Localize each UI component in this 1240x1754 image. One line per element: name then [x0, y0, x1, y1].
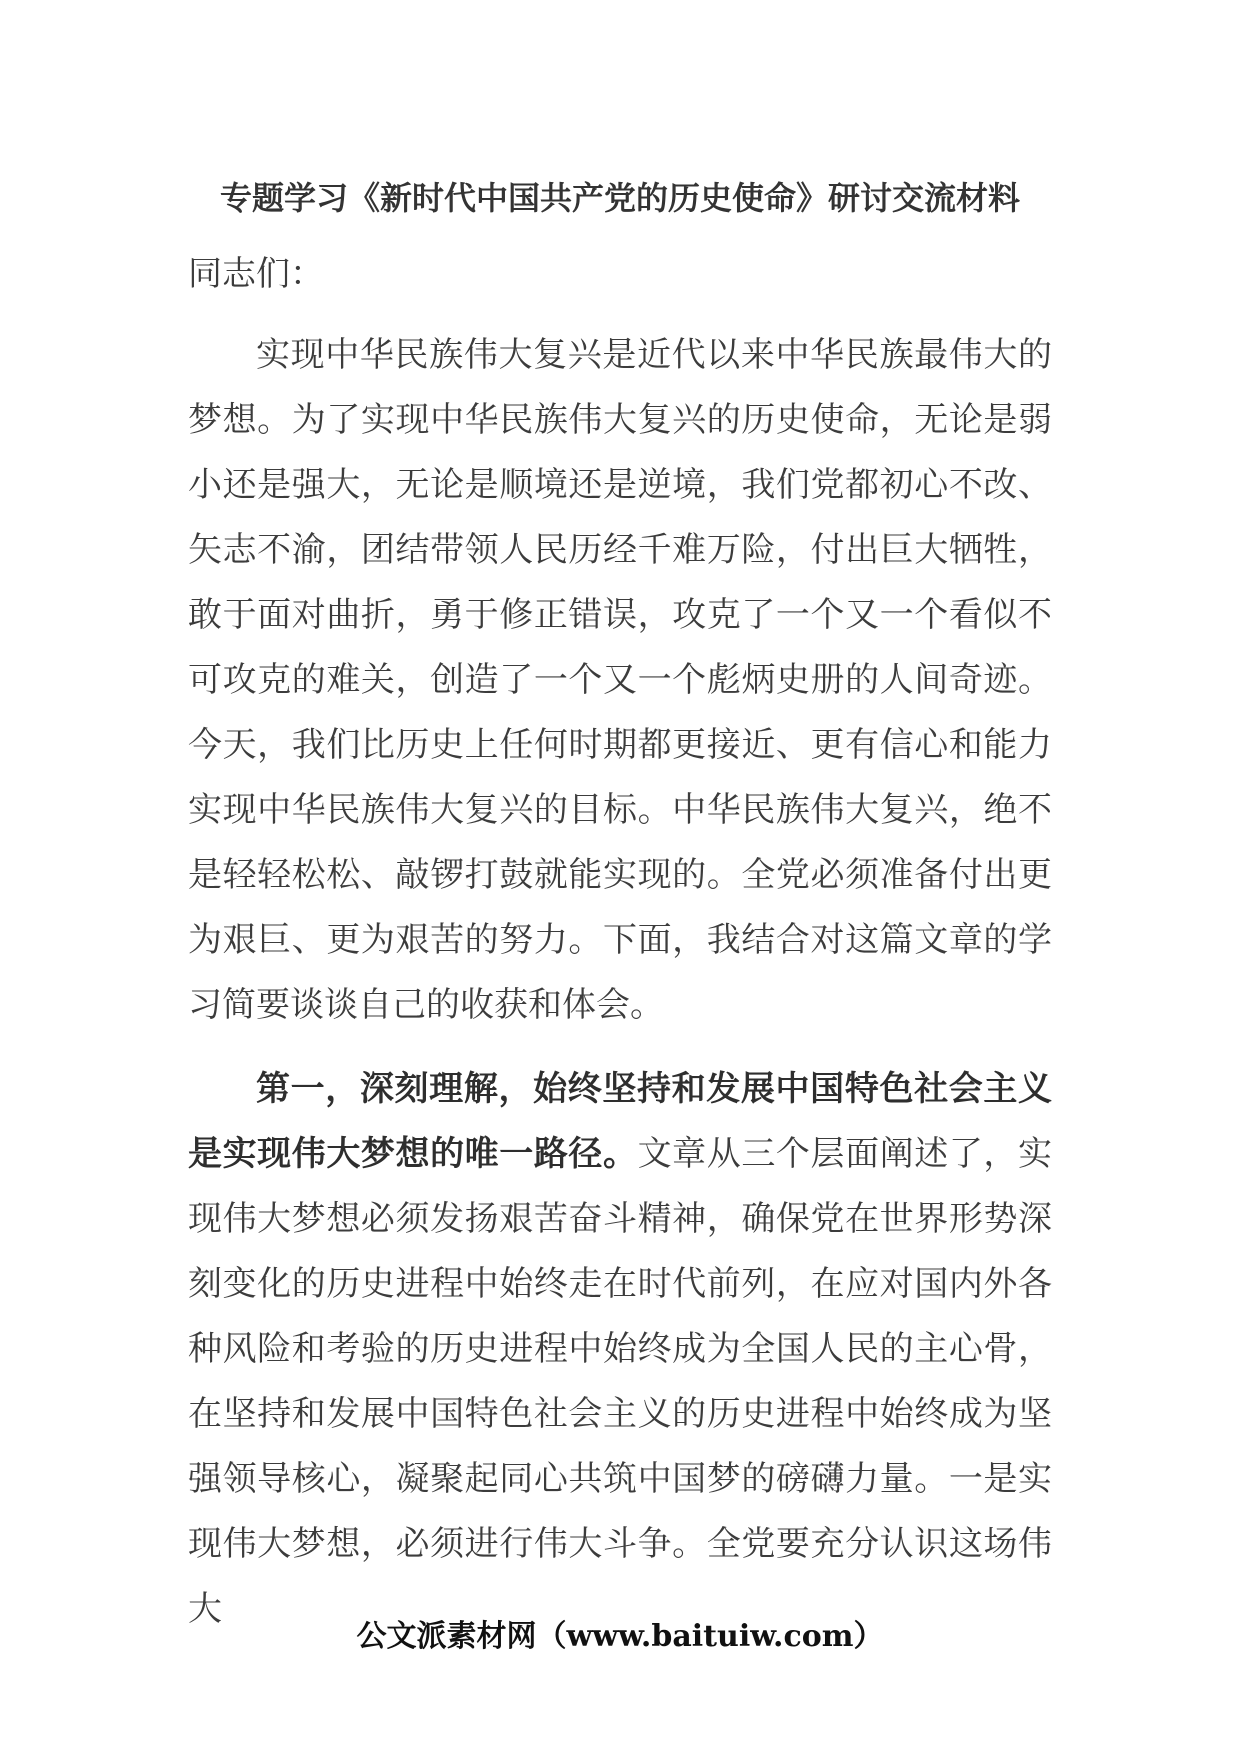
footer-watermark: 公文派素材网（www.baituiw.com）	[356, 1619, 884, 1654]
document-title: 专题学习《新时代中国共产党的历史使命》研讨交流材料	[219, 179, 1020, 217]
first-point-heading: 第一，深刻理解，始终坚持和发展中国特色社会主义是实现伟大梦想的唯一路径。	[188, 1069, 1052, 1174]
paragraph-first-point	[188, 1057, 1052, 1642]
salutation: 同志们：	[188, 254, 324, 294]
paragraph-intro: 实现中华民族伟大复兴是近代以来中华民族最伟大的梦想。为了实现中华民族伟大复兴的历史使命，无论是弱小还是强大，无论是顺境还是逆境，我们党都初心不改、矢志不渝，团结带领人民历经千难万险，付出巨大牺牲，敢于面对曲折，勇于修正错误，攻克了一个又一个看似不可攻克的难关，创造了一个又一个彪炳史册的人间奇迹。今天，我们比历史上任何时期都更接近、更有信心和能力实现中华民族伟大复兴的目标。中华民族伟大复兴，绝不是轻轻松松、敲锣打鼓就能实现的。全党必须准备付出更为艰巨、更为艰苦的努力。下面，我结合对这篇文章的学习简要谈谈自己的收获和体会。	[188, 335, 1052, 1025]
first-point-body: 文章从三个层面阐述了，实现伟大梦想必须发扬艰苦奋斗精神，确保党在世界形势深刻变化的历史进程中始终走在时代前列，在应对国内外各种风险和考验的历史进程中始终成为全国人民的主心骨，在坚持和发展中国特色社会主义的历史进程中始终成为坚强领导核心，凝聚起同心共筑中国梦的磅礴力量。一是实现伟大梦想，必须进行伟大斗争。全党要充分认识这场伟大	[188, 1134, 1053, 1629]
